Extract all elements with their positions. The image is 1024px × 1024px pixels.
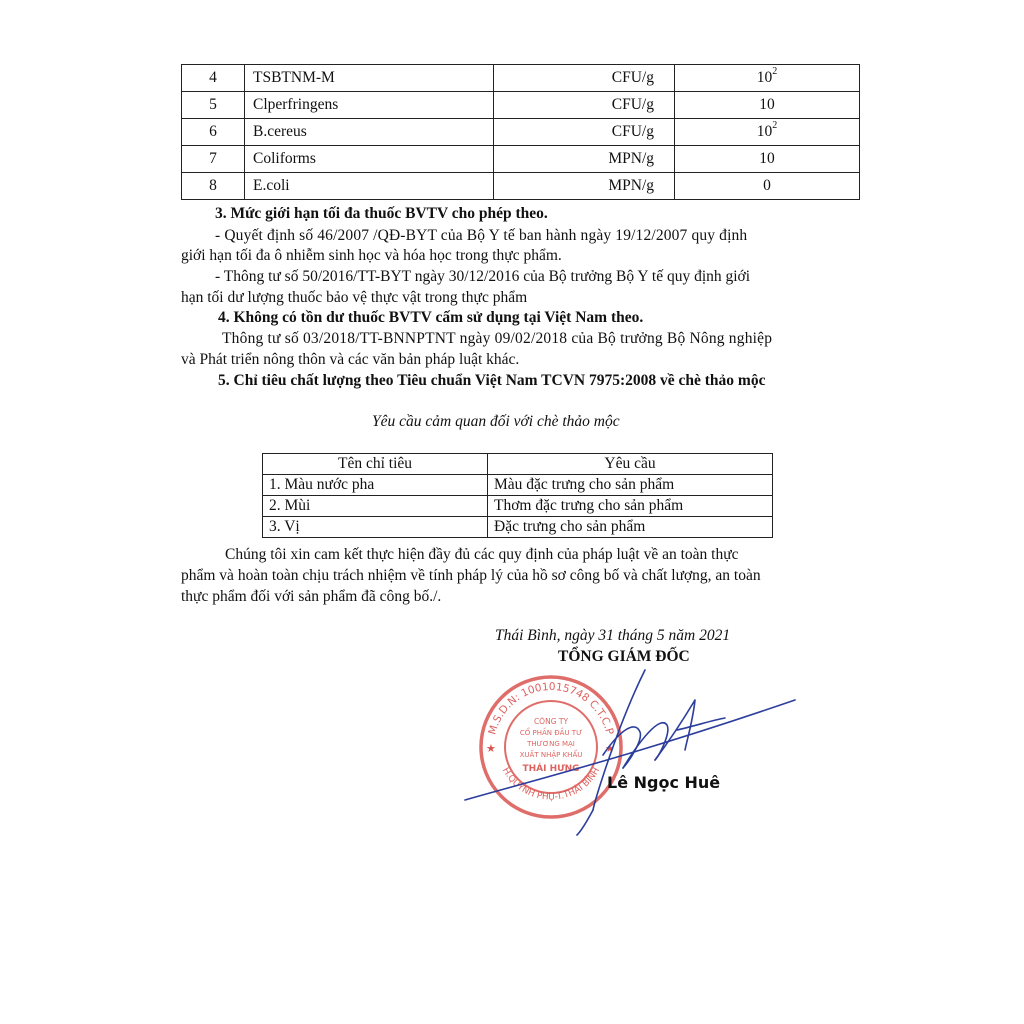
section3-p1-line2: giới hạn tối đa ô nhiễm sinh học và hóa học trong thực phẩm. xyxy=(181,247,562,264)
commitment-line1: Chúng tôi xin cam kết thực hiện đầy đủ các quy định của pháp luật về an toàn thực xyxy=(225,546,739,563)
limit-value: 10 xyxy=(759,96,775,113)
criterion-limit xyxy=(675,65,860,92)
criterion-unit: CFU/g xyxy=(494,65,675,92)
criterion-name: TSBTNM-M xyxy=(245,65,494,92)
row-number: 6 xyxy=(182,119,245,146)
sensory-cell-req: Màu đặc trưng cho sản phẩm xyxy=(488,475,773,496)
micro-criteria-table xyxy=(181,64,860,200)
sensory-cell-req: Đặc trưng cho sản phẩm xyxy=(488,517,773,538)
criterion-limit xyxy=(675,146,860,173)
signer-name: Lê Ngọc Huê xyxy=(607,773,721,792)
table-row xyxy=(182,173,860,200)
criterion-limit xyxy=(675,119,860,146)
sensory-header-row xyxy=(263,454,773,475)
criterion-unit: CFU/g xyxy=(494,119,675,146)
section4-line2: và Phát triển nông thôn và các văn bản pháp luật khác. xyxy=(181,351,520,368)
sensory-header-req: Yêu cầu xyxy=(488,454,773,475)
table-row xyxy=(263,475,773,496)
section4-line1: Thông tư số 03/2018/TT-BNNPTNT ngày 09/02/2018 của Bộ trưởng Bộ Nông nghiệp xyxy=(222,330,773,347)
row-number: 7 xyxy=(182,146,245,173)
limit-value: 10 xyxy=(756,123,773,140)
stamp-center-line4: XUẤT NHẬP KHẨU xyxy=(519,751,583,759)
limit-exponent: 2 xyxy=(772,120,778,131)
criterion-name: E.coli xyxy=(245,173,494,200)
table-row xyxy=(263,496,773,517)
stamp-center-line5: THÁI HƯNG xyxy=(522,764,580,774)
stamp-bottom-text: H.QUỲNH PHỤ-T.THÁI BÌNH xyxy=(499,766,603,803)
row-number: 5 xyxy=(182,92,245,119)
sensory-cell-name: 2. Mùi xyxy=(263,496,488,517)
sensory-table xyxy=(262,453,773,538)
criterion-unit: CFU/g xyxy=(494,92,675,119)
sensory-cell-name: 1. Màu nước pha xyxy=(263,475,488,496)
section3-p2-line2: hạn tối dư lượng thuốc bảo vệ thực vật trong thực phẩm xyxy=(181,289,528,306)
criterion-name: B.cereus xyxy=(245,119,494,146)
table-row xyxy=(182,146,860,173)
micro-table-body xyxy=(182,65,860,200)
criterion-limit xyxy=(675,92,860,119)
star-icon: ★ xyxy=(605,743,615,755)
stamp-center-line3: THƯƠNG MẠI xyxy=(527,740,575,748)
sensory-header-name: Tên chỉ tiêu xyxy=(263,454,488,475)
criterion-unit: MPN/g xyxy=(494,173,675,200)
section5-heading: 5. Chỉ tiêu chất lượng theo Tiêu chuẩn Việt Nam TCVN 7975:2008 về chè thảo mộc xyxy=(218,372,766,389)
table-row xyxy=(182,65,860,92)
signer-title: TỔNG GIÁM ĐỐC xyxy=(558,648,690,665)
commitment-line2: phẩm và hoàn toàn chịu trách nhiệm về tính pháp lý của hồ sơ công bố và chất lượng, an toàn xyxy=(181,567,761,584)
stamp-ring-text: M.S.D.N: 1001015748 C.T.C.P xyxy=(486,680,616,737)
row-number: 4 xyxy=(182,65,245,92)
limit-exponent: 2 xyxy=(772,66,778,77)
row-number: 8 xyxy=(182,173,245,200)
place-date: Thái Bình, ngày 31 tháng 5 năm 2021 xyxy=(495,627,731,644)
section3-p2-line1: - Thông tư số 50/2016/TT-BYT ngày 30/12/2016 của Bộ trưởng Bộ Y tế quy định giới xyxy=(215,268,751,285)
sensory-caption: Yêu cầu cảm quan đối với chè thảo mộc xyxy=(372,413,620,430)
limit-value: 10 xyxy=(756,69,773,86)
handwritten-signature xyxy=(455,660,805,840)
stamp-center-line2: CỔ PHẦN ĐẦU TƯ xyxy=(519,729,583,737)
limit-value: 10 xyxy=(759,150,775,167)
table-row xyxy=(263,517,773,538)
criterion-name: Clperfringens xyxy=(245,92,494,119)
sensory-cell-name: 3. Vị xyxy=(263,517,488,538)
sensory-cell-req: Thơm đặc trưng cho sản phẩm xyxy=(488,496,773,517)
commitment-line3: thực phẩm đối với sản phẩm đã công bố./. xyxy=(181,588,442,605)
stamp-center-line1: CÔNG TY xyxy=(533,717,569,726)
star-icon: ★ xyxy=(486,743,496,755)
section3-heading: 3. Mức giới hạn tối đa thuốc BVTV cho phép theo. xyxy=(215,205,548,222)
limit-value: 0 xyxy=(763,177,771,194)
section4-heading: 4. Không có tồn dư thuốc BVTV cấm sử dụng tại Việt Nam theo. xyxy=(218,309,644,326)
section3-p1-line1: - Quyết định số 46/2007 /QĐ-BYT của Bộ Y tế ban hành ngày 19/12/2007 quy định xyxy=(215,227,748,244)
criterion-name: Coliforms xyxy=(245,146,494,173)
table-row xyxy=(182,92,860,119)
criterion-limit xyxy=(675,173,860,200)
table-row xyxy=(182,119,860,146)
criterion-unit: MPN/g xyxy=(494,146,675,173)
